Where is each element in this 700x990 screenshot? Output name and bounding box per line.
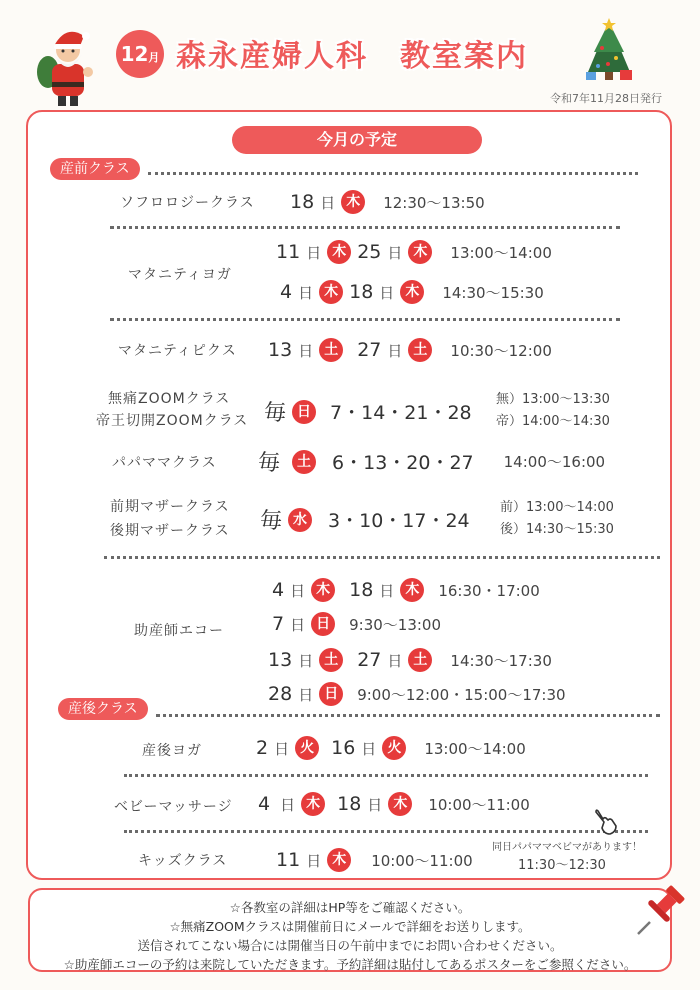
day-badge: 日	[292, 400, 316, 424]
footer-line: ☆助産師エコーの予約は来院していただきます。予約詳細は貼付してあるポスターをご参照ください。	[63, 957, 637, 972]
day-badge: 木	[319, 280, 343, 304]
day-badge: 土	[408, 338, 432, 362]
painless-time: 無）13:00〜13:30	[496, 392, 610, 407]
papamama-schedule: 毎 土 6・13・20・27 14:00〜16:00	[258, 451, 606, 476]
footer-notes	[28, 888, 672, 972]
page-title: 森永産婦人科 教室案内	[176, 39, 528, 74]
day-badge: 木	[301, 792, 325, 816]
divider	[110, 226, 620, 229]
class-name-maternity-yoga: マタニティヨガ	[128, 267, 232, 283]
midwife-echo-row-4: 28 日 日 9:00〜12:00・15:00〜17:30	[268, 683, 566, 705]
day-badge: 木	[311, 578, 335, 602]
day-badge: 木	[408, 240, 432, 264]
divider	[148, 172, 638, 175]
csection-time: 帝）14:00〜14:30	[496, 414, 610, 429]
class-name-late-mother: 後期マザークラス	[110, 523, 230, 539]
footer-line: ☆無痛ZOOMクラスは開催前日にメールで詳細をお送りします。	[169, 919, 531, 934]
sophrology-schedule: 18 日 木 12:30〜13:50	[290, 191, 485, 213]
maternity-pics-schedule: 13 日 土 27 日 土 10:30〜12:00	[268, 339, 552, 361]
day-badge: 木	[341, 190, 365, 214]
class-name-early-mother: 前期マザークラス	[110, 499, 230, 515]
day-badge: 木	[327, 848, 351, 872]
santa-icon	[36, 20, 98, 108]
kids-note: 同日パパママベビマがあります！	[492, 842, 642, 853]
class-name-baby-massage: ベビーマッサージ	[114, 799, 233, 815]
class-name-midwife-echo: 助産師エコー	[134, 623, 224, 639]
month-badge: 12月	[116, 30, 164, 78]
divider	[156, 714, 660, 717]
day-badge: 日	[311, 612, 335, 636]
section-prenatal: 産前クラス	[50, 158, 140, 180]
day-badge: 日	[319, 682, 343, 706]
issue-date: 令和7年11月28日発行	[550, 92, 662, 105]
section-postnatal: 産後クラス	[58, 698, 148, 720]
midwife-echo-row-1: 4 日 木 18 日 木 16:30・17:00	[272, 579, 540, 601]
late-mother-time: 後）14:30〜15:30	[500, 522, 614, 537]
class-name-kids: キッズクラス	[138, 853, 228, 869]
footer-line: 送信されてこない場合には開催当日の午前中までにお問い合わせください。	[137, 938, 563, 953]
class-name-papamama: パパママクラス	[112, 455, 217, 471]
class-name-painless-zoom: 無痛ZOOMクラス	[108, 391, 231, 407]
divider	[104, 556, 660, 559]
christmas-tree-icon	[580, 18, 638, 84]
midwife-echo-row-3: 13 日 土 27 日 土 14:30〜17:30	[268, 649, 552, 671]
kids-note-time: 11:30〜12:30	[518, 858, 606, 873]
painless-schedule: 毎 日 7・14・21・28	[264, 401, 472, 426]
day-badge: 土	[319, 338, 343, 362]
early-mother-time: 前）13:00〜14:00	[500, 500, 614, 515]
day-badge: 木	[400, 280, 424, 304]
day-badge: 木	[327, 240, 351, 264]
baby-massage-schedule: 4 日 木 18 日 木 10:00〜11:00	[258, 793, 530, 815]
divider	[124, 830, 648, 833]
schedule-title: 今月の予定	[232, 126, 482, 154]
day-badge: 水	[288, 508, 312, 532]
class-name-postnatal-yoga: 産後ヨガ	[142, 743, 202, 759]
maternity-yoga-row-1: 11 日 木 25 日 木 13:00〜14:00	[276, 241, 552, 263]
midwife-echo-row-2: 7 日 日 9:30〜13:00	[272, 613, 442, 635]
kids-schedule: 11 日 木 10:00〜11:00	[276, 849, 473, 871]
day-badge: 火	[295, 736, 319, 760]
postnatal-yoga-schedule: 2 日 火 16 日 火 13:00〜14:00	[256, 737, 526, 759]
divider	[124, 774, 648, 777]
day-badge: 土	[292, 450, 316, 474]
class-name-maternity-pics: マタニティピクス	[118, 343, 237, 359]
day-badge: 土	[319, 648, 343, 672]
class-name-csection-zoom: 帝王切開ZOOMクラス	[96, 413, 249, 429]
day-badge: 土	[408, 648, 432, 672]
maternity-yoga-row-2: 4 日 木 18 日 木 14:30〜15:30	[280, 281, 544, 303]
pointing-hand-icon	[590, 808, 620, 838]
class-name-sophrology: ソフロロジークラス	[120, 195, 255, 211]
pushpin-icon	[632, 878, 692, 938]
day-badge: 木	[388, 792, 412, 816]
day-badge: 火	[382, 736, 406, 760]
footer-line: ☆各教室の詳細はHP等をご確認ください。	[229, 900, 471, 915]
mother-schedule: 毎 水 3・10・17・24	[260, 509, 470, 534]
divider	[110, 318, 620, 321]
day-badge: 木	[400, 578, 424, 602]
